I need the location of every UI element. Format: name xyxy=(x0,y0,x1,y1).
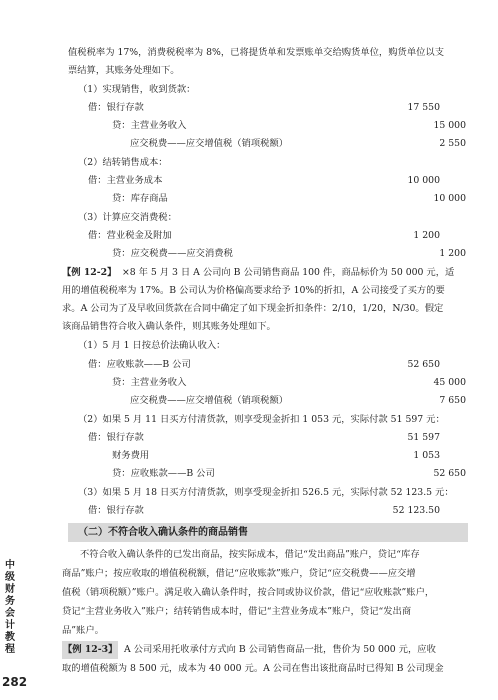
text-line: 票结算，其账务处理如下。 xyxy=(68,65,180,76)
step-heading: （3）计算应交消费税： xyxy=(78,212,177,223)
step-heading: （1）实现销售，收到货款： xyxy=(78,84,196,95)
example-paragraph: 【例 12-3】 A 公司采用托收承付方式向 B 公司销售商品一批，售价为 50 000 元，应收 xyxy=(0,641,498,659)
journal-entry-line: 贷：应交税费——应交消费税 1 200 xyxy=(0,245,498,263)
example-label: 【例 12-2】 xyxy=(62,267,117,278)
journal-entry-line: 贷：应收账款——B 公司 52 650 xyxy=(0,465,498,483)
debit-amount: 52 123.50 xyxy=(392,505,440,516)
step-heading: （2）结转销售成本： xyxy=(78,157,168,168)
credit-amount: 10 000 xyxy=(433,193,466,204)
journal-entry-line: 借：银行存款 52 123.50 xyxy=(0,502,498,520)
journal-entry-line: 贷：主营业务收入 45 000 xyxy=(0,374,498,392)
text-line: 贷记“主营业务收入”账户；结转销售成本时，借记“主营业务成本”账户，贷记“发出商 xyxy=(62,606,412,617)
text-line: 值税（销项税额）”账户。满足收入确认条件时，按合同或协议价款，借记“应收账款”账户， xyxy=(62,587,435,598)
step-heading: （1）5 月 1 日按总价法确认收入： xyxy=(78,340,226,351)
book-title-vertical: 中级财务会计教程 xyxy=(5,560,15,655)
page-number: 282 xyxy=(2,675,28,689)
debit-amount: 1 200 xyxy=(413,230,440,241)
credit-amount: 7 650 xyxy=(439,395,466,406)
credit-amount: 52 650 xyxy=(433,468,466,479)
credit-amount: 1 200 xyxy=(439,248,466,259)
debit-amount: 1 053 xyxy=(413,450,440,461)
text-line: 用的增值税税率为 17%。B 公司认为价格偏高要求给予 10%的折扣，A 公司接受了买方的要 xyxy=(62,285,445,296)
text-line: 值税税率为 17%，消费税税率为 8%，已将提货单和发票账单交给购货单位，购货单位以支 xyxy=(68,47,445,58)
journal-entry-line: 贷：库存商品 10 000 xyxy=(0,190,498,208)
debit-amount: 17 550 xyxy=(407,102,440,113)
step-heading: （2）如果 5 月 11 日买方付清货款，则享受现金折扣 1 053 元，实际付款 51 597 元： xyxy=(78,414,445,425)
example-label: 【例 12-3】 xyxy=(62,641,118,659)
journal-entry-line: 借：营业税金及附加 1 200 xyxy=(0,227,498,245)
journal-entry-line: 应交税费——应交增值税（销项税额） 7 650 xyxy=(0,392,498,410)
journal-entry-line: 借：主营业务成本 10 000 xyxy=(0,172,498,190)
journal-entry-line: 贷：主营业务收入 15 000 xyxy=(0,117,498,135)
credit-amount: 15 000 xyxy=(433,120,466,131)
debit-amount: 52 650 xyxy=(407,359,440,370)
debit-amount: 10 000 xyxy=(407,175,440,186)
journal-entry-line: 借：应收账款——B 公司 52 650 xyxy=(0,356,498,374)
text-line: 取的增值税额为 8 500 元，成本为 40 000 元。A 公司在售出该批商品时已得知 B 公司现金 xyxy=(62,663,444,674)
journal-entry-line: 财务费用 1 053 xyxy=(0,447,498,465)
journal-entry-line: 借：银行存款 17 550 xyxy=(0,99,498,117)
credit-amount: 2 550 xyxy=(439,138,466,149)
section-heading-text: （二）不符合收入确认条件的商品销售 xyxy=(78,527,248,538)
credit-amount: 45 000 xyxy=(433,377,466,388)
text-line: 求。A 公司为了及早收回货款在合同中确定了如下现金折扣条件：2/10，1/20，N/30。假定 xyxy=(62,303,444,314)
journal-entry-line: 借：银行存款 51 597 xyxy=(0,429,498,447)
text-line: 该商品销售符合收入确认条件，则其账务处理如下。 xyxy=(62,321,276,332)
text-line: 品”账户。 xyxy=(62,625,104,636)
text-line: 商品”账户；按应收取的增值税税额，借记“应收账款”账户，贷记“应交税费——应交增 xyxy=(62,568,416,579)
text-line: 不符合收入确认条件的已发出商品，按实际成本，借记“发出商品”账户，贷记“库存 xyxy=(80,549,420,560)
example-paragraph: 【例 12-2】 ×8 年 5 月 3 日 A 公司向 B 公司销售商品 100 件，商品标价为 50 000 元，适 xyxy=(0,264,498,282)
journal-entry-line: 应交税费——应交增值税（销项税额） 2 550 xyxy=(0,135,498,153)
step-heading: （3）如果 5 月 18 日买方付清货款，则享受现金折扣 526.5 元，实际付款 52 123.5 元： xyxy=(78,487,454,498)
debit-amount: 51 597 xyxy=(407,432,440,443)
section-heading xyxy=(68,523,468,542)
